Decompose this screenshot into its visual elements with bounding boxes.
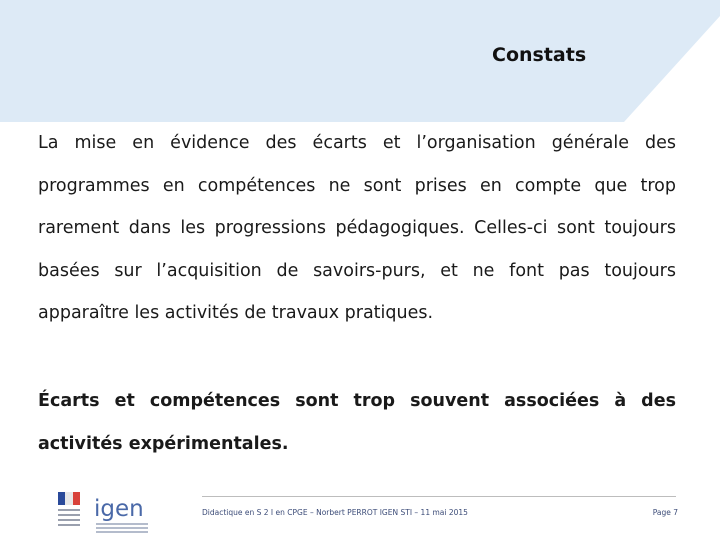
header-band-shape xyxy=(0,0,720,122)
igen-logo-subtext xyxy=(96,523,148,535)
flag-icon xyxy=(58,492,80,505)
page-number: Page 7 xyxy=(652,508,678,517)
marianne-logo xyxy=(52,488,86,534)
header-band xyxy=(0,0,720,122)
ministry-text-lines xyxy=(58,509,80,529)
igen-logo: igen xyxy=(94,496,144,522)
slide-title: Constats xyxy=(492,44,587,66)
footer-text: Didactique en S 2 I en CPGE – Norbert PERROT IGEN STI – 11 mai 2015 xyxy=(202,508,468,517)
body-paragraph-2-bold: Écarts et compétences sont trop souvent associées à des activités expérimentales. xyxy=(38,391,676,454)
footer-divider xyxy=(202,496,676,497)
body-paragraph-1: La mise en évidence des écarts et l’organisation générale des programmes en compétences ne sont prises en compte que trop rarement dans les progressions pédagogiques. Celles-ci sont toujours basées sur l’acquisition de savoirs-purs, et ne font pas toujours apparaître les activités de travaux pratiques. xyxy=(38,133,676,323)
